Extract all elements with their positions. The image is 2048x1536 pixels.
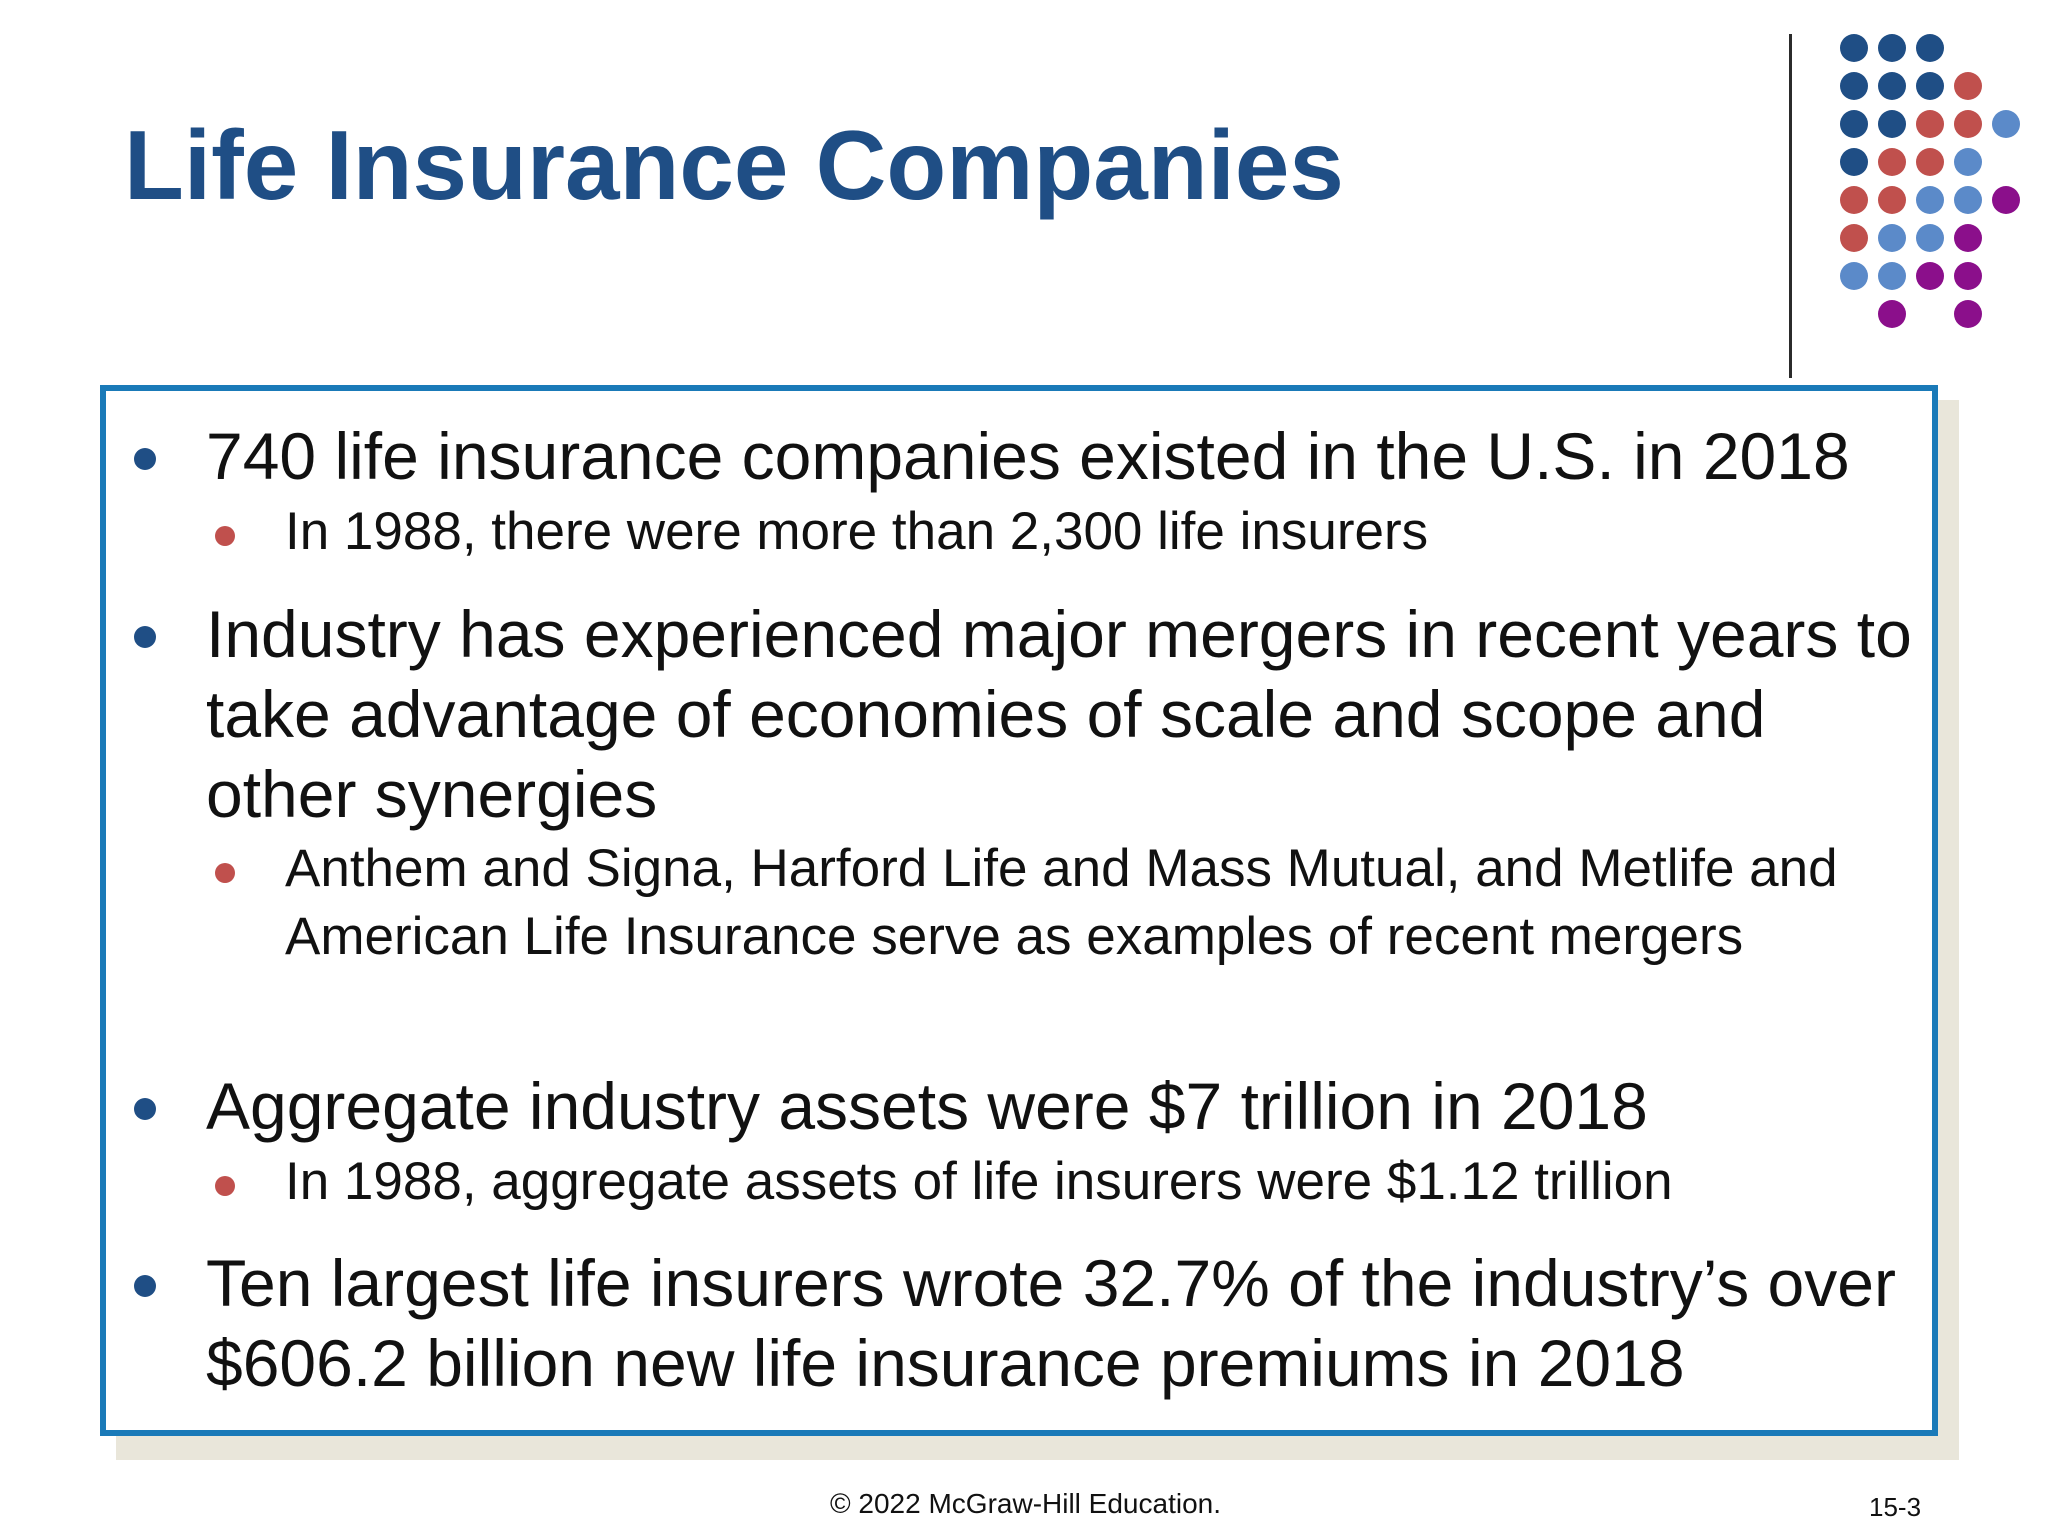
copyright-footer: © 2022 McGraw-Hill Education.: [830, 1488, 1222, 1519]
sub-bullet-item: [285, 835, 1905, 971]
decorative-dot: [1954, 72, 1982, 100]
decorative-dot: [1878, 110, 1906, 138]
decorative-dot: [1954, 186, 1982, 214]
decorative-dot: [1840, 72, 1868, 100]
sub-bullet-text: In 1988, aggregate assets of life insurers were $1.12 trillion: [285, 1152, 1673, 1211]
sub-bullet-marker: [215, 526, 235, 546]
decorative-dot: [1916, 34, 1944, 62]
decorative-dot: [1840, 34, 1868, 62]
decorative-dot: [1916, 262, 1944, 290]
decorative-dot: [1878, 262, 1906, 290]
decorative-dot: [1878, 224, 1906, 252]
decorative-dot: [1916, 148, 1944, 176]
slide-title: Life Insurance Companies: [124, 110, 1344, 220]
decorative-dot: [1840, 262, 1868, 290]
decorative-dot: [1954, 224, 1982, 252]
sub-bullet-marker: [215, 863, 235, 883]
decorative-dot: [1916, 110, 1944, 138]
bullet-marker: [134, 1098, 156, 1120]
decorative-dot: [1916, 186, 1944, 214]
title-divider-line: [1789, 34, 1792, 378]
bullet-item: [206, 594, 1926, 834]
decorative-dot: [1954, 300, 1982, 328]
decorative-dot: [1840, 224, 1868, 252]
decorative-dot: [1878, 34, 1906, 62]
decorative-dot: [1878, 186, 1906, 214]
bullet-text: 740 life insurance companies existed in the U.S. in 2018: [206, 419, 1850, 493]
bullet-text: Aggregate industry assets were $7 trillion in 2018: [206, 1069, 1648, 1143]
bullet-marker: [134, 1275, 156, 1297]
decorative-dot: [1954, 262, 1982, 290]
content-box: [100, 385, 1938, 1436]
decorative-dot: [1878, 72, 1906, 100]
bullet-item: [206, 1243, 1926, 1403]
decorative-dot: [1992, 110, 2020, 138]
bullet-marker: [134, 448, 156, 470]
bullet-item: [206, 1066, 1926, 1146]
bullet-item: [206, 416, 1926, 496]
bullet-text: Industry has experienced major mergers in recent years to take advantage of economies of scale and scope and other synergies: [206, 597, 1912, 831]
decorative-dot: [1840, 110, 1868, 138]
decorative-dot: [1840, 186, 1868, 214]
decorative-dot: [1878, 148, 1906, 176]
sub-bullet-text: Anthem and Signa, Harford Life and Mass Mutual, and Metlife and American Life Insurance serve as examples of recent mergers: [285, 839, 1838, 966]
bullet-text: Ten largest life insurers wrote 32.7% of the industry’s over $606.2 billion new life insurance premiums in 2018: [206, 1246, 1896, 1400]
decorative-dot: [1954, 148, 1982, 176]
decorative-dot: [1840, 148, 1868, 176]
sub-bullet-marker: [215, 1176, 235, 1196]
slide-number: 15-3: [1869, 1492, 1922, 1522]
sub-bullet-item: [285, 498, 1905, 566]
decorative-dot: [1878, 300, 1906, 328]
decorative-dot: [1992, 186, 2020, 214]
sub-bullet-text: In 1988, there were more than 2,300 life insurers: [285, 502, 1429, 561]
decorative-dot: [1916, 72, 1944, 100]
decorative-dot: [1916, 224, 1944, 252]
bullet-list: [106, 391, 1932, 1430]
sub-bullet-item: [285, 1148, 1905, 1216]
bullet-marker: [134, 626, 156, 648]
decorative-dot: [1954, 110, 1982, 138]
